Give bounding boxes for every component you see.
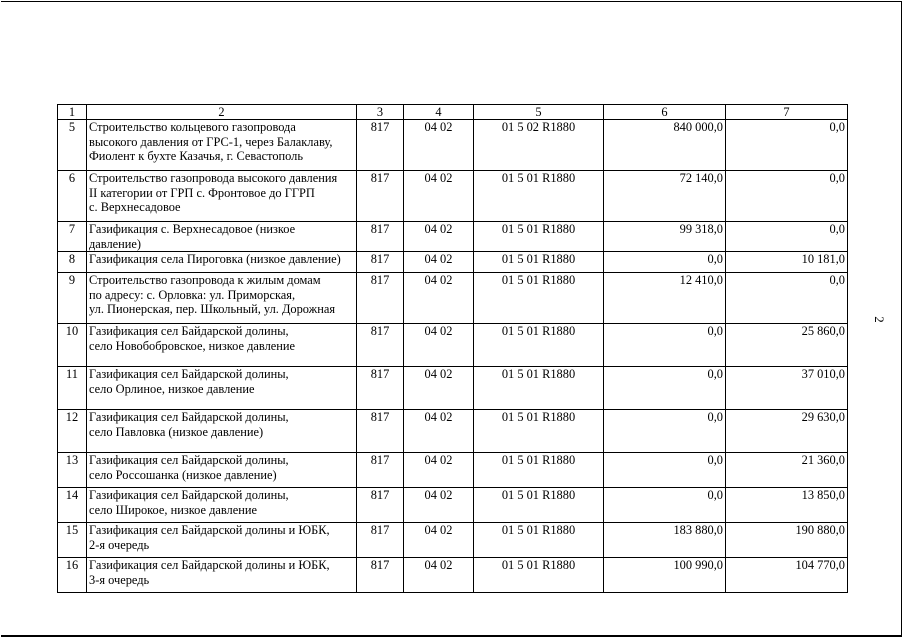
amount-col7-cell: 25 860,0 [726,324,848,367]
department-code-cell: 817 [357,523,404,558]
table-row [58,273,848,324]
article-code-cell: 01 5 01 R1880 [474,171,604,222]
object-name-cell [87,120,357,171]
object-name-line: ул. Пионерская, пер. Школьный, ул. Дорожная [89,302,336,317]
table-body [58,120,848,593]
amount-col6-cell: 0,0 [604,410,726,453]
amount-col6-cell: 72 140,0 [604,171,726,222]
page-number: 2 [871,316,887,323]
object-name-cell [87,222,357,252]
amount-col6-cell: 0,0 [604,488,726,523]
department-code-cell: 817 [357,222,404,252]
row-number-cell: 9 [58,273,87,324]
object-name-line: Строительство газопровода высокого давления [89,171,338,185]
table-row [58,488,848,523]
article-code-cell: 01 5 01 R1880 [474,252,604,273]
department-code-cell: 817 [357,488,404,523]
object-name-line: Газификация с. Верхнесадовое (низкое [89,222,296,236]
department-code-cell: 817 [357,558,404,593]
amount-col7-cell: 0,0 [726,222,848,252]
section-code-cell: 04 02 [404,222,474,252]
article-code-cell: 01 5 01 R1880 [474,488,604,523]
header-cell: 4 [404,105,474,120]
amount-col7-cell: 104 770,0 [726,558,848,593]
object-name-line: Газификация сел Байдарской долины, [89,488,289,503]
table-row [58,410,848,453]
department-code-cell: 817 [357,273,404,324]
object-name-line: II категории от ГРП с. Фронтовое до ГГРП [89,185,315,200]
object-name-line: село Новобобровское, низкое давление [89,338,296,353]
budget-table [57,104,848,593]
amount-col7-cell: 0,0 [726,120,848,171]
row-number-cell: 16 [58,558,87,593]
amount-col7-cell: 37 010,0 [726,367,848,410]
object-name-line: Газификация сел Байдарской долины и ЮБК, [89,523,330,538]
object-name-cell [87,453,357,488]
object-name-line: Газификация сел Байдарской долины, [89,410,289,425]
object-name-line: 2-я очередь [89,537,150,552]
section-code-cell: 04 02 [404,558,474,593]
section-code-cell: 04 02 [404,273,474,324]
header-cell: 3 [357,105,404,120]
section-code-cell: 04 02 [404,252,474,273]
object-name-cell [87,367,357,410]
amount-col6-cell: 840 000,0 [604,120,726,171]
section-code-cell: 04 02 [404,488,474,523]
object-name-line: Газификация сел Байдарской долины и ЮБК, [89,558,330,573]
amount-col6-cell: 100 990,0 [604,558,726,593]
object-name-line: давление) [89,236,142,251]
object-name-line: село Павловка (низкое давление) [89,424,264,439]
amount-col6-cell: 0,0 [604,324,726,367]
object-name-line: Газификация сел Байдарской долины, [89,453,289,468]
row-number-cell: 8 [58,252,87,273]
article-code-cell: 01 5 01 R1880 [474,324,604,367]
row-number-cell: 11 [58,367,87,410]
amount-col6-cell: 183 880,0 [604,523,726,558]
article-code-cell: 01 5 01 R1880 [474,367,604,410]
row-number-cell: 15 [58,523,87,558]
table-row [58,171,848,222]
object-name-line: Газификация сел Байдарской долины, [89,367,289,382]
article-code-cell: 01 5 01 R1880 [474,410,604,453]
row-number-cell: 13 [58,453,87,488]
section-code-cell: 04 02 [404,410,474,453]
department-code-cell: 817 [357,410,404,453]
header-row [58,105,848,120]
object-name-line: село Орлиное, низкое давление [89,381,255,396]
table-row [58,558,848,593]
section-code-cell: 04 02 [404,453,474,488]
amount-col6-cell: 12 410,0 [604,273,726,324]
section-code-cell: 04 02 [404,120,474,171]
object-name-line: село Россошанка (низкое давление) [89,467,277,482]
amount-col7-cell: 13 850,0 [726,488,848,523]
object-name-cell [87,410,357,453]
department-code-cell: 817 [357,453,404,488]
row-number-cell: 5 [58,120,87,171]
row-number-cell: 7 [58,222,87,252]
object-name-line: с. Верхнесадовое [89,200,181,215]
amount-col6-cell: 0,0 [604,367,726,410]
header-cell: 5 [474,105,604,120]
object-name-cell [87,171,357,222]
section-code-cell: 04 02 [404,171,474,222]
object-name-line: Газификация сел Байдарской долины, [89,324,289,339]
table-row [58,523,848,558]
object-name-cell [87,273,357,324]
row-number-cell: 14 [58,488,87,523]
department-code-cell: 817 [357,367,404,410]
row-number-cell: 6 [58,171,87,222]
table-row [58,120,848,171]
department-code-cell: 817 [357,171,404,222]
amount-col7-cell: 0,0 [726,171,848,222]
section-code-cell: 04 02 [404,367,474,410]
table-row [58,453,848,488]
table-row [58,222,848,252]
table-row [58,367,848,410]
amount-col7-cell: 10 181,0 [726,252,848,273]
department-code-cell: 817 [357,324,404,367]
article-code-cell: 01 5 02 R1880 [474,120,604,171]
amount-col7-cell: 190 880,0 [726,523,848,558]
object-name-line: Строительство кольцевого газопровода [89,120,296,134]
object-name-cell [87,558,357,593]
object-name-line: село Широкое, низкое давление [89,502,258,517]
amount-col7-cell: 21 360,0 [726,453,848,488]
object-name-line: Газификация села Пироговка (низкое давление) [89,252,341,267]
amount-col6-cell: 0,0 [604,453,726,488]
table-row [58,252,848,273]
row-number-cell: 10 [58,324,87,367]
article-code-cell: 01 5 01 R1880 [474,523,604,558]
article-code-cell: 01 5 01 R1880 [474,222,604,252]
department-code-cell: 817 [357,252,404,273]
object-name-line: по адресу: с. Орловка: ул. Приморская, [89,287,296,302]
amount-col7-cell: 29 630,0 [726,410,848,453]
amount-col6-cell: 0,0 [604,252,726,273]
table-header [58,105,848,120]
object-name-cell [87,324,357,367]
object-name-cell [87,488,357,523]
department-code-cell: 817 [357,120,404,171]
section-code-cell: 04 02 [404,324,474,367]
object-name-cell [87,252,357,273]
object-name-line: высокого давления от ГРС-1, через Балаклаву, [89,134,333,149]
object-name-line: 3-я очередь [89,572,150,587]
section-code-cell: 04 02 [404,523,474,558]
object-name-line: Фиолент к бухте Казачья, г. Севастополь [89,149,304,164]
object-name-cell [87,523,357,558]
header-cell: 1 [58,105,87,120]
header-cell: 6 [604,105,726,120]
article-code-cell: 01 5 01 R1880 [474,453,604,488]
object-name-line: Строительство газопровода к жилым домам [89,273,321,288]
table-row [58,324,848,367]
amount-col7-cell: 0,0 [726,273,848,324]
article-code-cell: 01 5 01 R1880 [474,558,604,593]
row-number-cell: 12 [58,410,87,453]
amount-col6-cell: 99 318,0 [604,222,726,252]
article-code-cell: 01 5 01 R1880 [474,273,604,324]
header-cell: 2 [87,105,357,120]
header-cell: 7 [726,105,848,120]
